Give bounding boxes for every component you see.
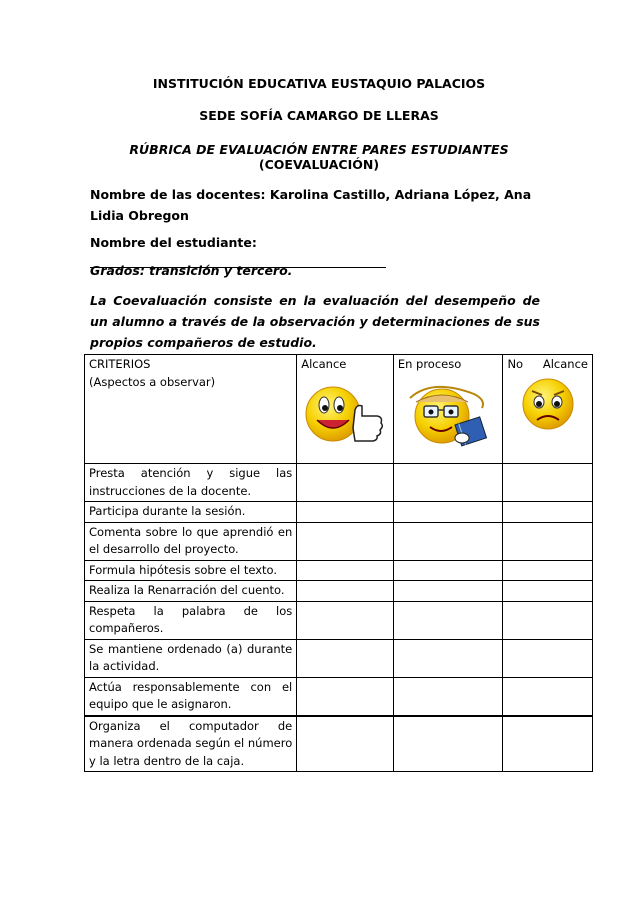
table-row [85, 677, 593, 716]
criteria-header-cell [85, 355, 297, 464]
alcance-cell[interactable] [297, 560, 394, 581]
en-proceso-header: En proceso [397, 357, 462, 371]
table-row [85, 560, 593, 581]
no-alcance-cell[interactable] [503, 560, 593, 581]
criterion-cell: Actúa responsablemente con el equipo que le asignaron. [85, 677, 297, 716]
criterion-cell: Participa durante la sesión. [85, 502, 297, 523]
coevaluation-description: La Coevaluación consiste en la evaluación del desempeño de un alumno a través de la observación y determinaciones de sus propios compañeros de estudio. [90, 293, 540, 350]
teacher-smiley-icon [402, 380, 494, 448]
teachers-value: Karolina Castillo, Adriana López, Ana Lidia Obregon [90, 187, 532, 223]
institution-name: INSTITUCIÓN EDUCATIVA EUSTAQUIO PALACIOS [152, 76, 486, 91]
rubric-table [84, 354, 593, 772]
teachers-label: Nombre de las docentes: [90, 187, 266, 202]
criteria-header: CRITERIOS [89, 357, 151, 371]
no-alcance-cell[interactable] [503, 464, 593, 502]
rubric-subtitle: (COEVALUACIÓN) [258, 157, 380, 172]
no-alcance-header [507, 356, 588, 374]
no-alcance-cell[interactable] [503, 522, 593, 560]
campus-name: SEDE SOFÍA CAMARGO DE LLERAS [199, 108, 439, 123]
alcance-cell[interactable] [297, 639, 394, 677]
table-row [85, 522, 593, 560]
rubric-title: RÚBRICA DE EVALUACIÓN ENTRE PARES ESTUDIANTES [129, 142, 509, 157]
en-proceso-cell[interactable] [393, 601, 503, 639]
no-alcance-cell[interactable] [503, 581, 593, 602]
table-row [85, 581, 593, 602]
alcance-cell[interactable] [297, 677, 394, 716]
no-alcance-cell[interactable] [503, 639, 593, 677]
en-proceso-cell[interactable] [393, 502, 503, 523]
no-alcance-cell[interactable] [503, 716, 593, 772]
en-proceso-cell[interactable] [393, 716, 503, 772]
criterion-cell: Formula hipótesis sobre el texto. [85, 560, 297, 581]
table-row [85, 601, 593, 639]
table-header-row [85, 355, 593, 464]
criterion-cell: Realiza la Renarración del cuento. [85, 581, 297, 602]
alcance-header: Alcance [301, 357, 347, 371]
en-proceso-cell[interactable] [393, 522, 503, 560]
en-proceso-cell[interactable] [393, 677, 503, 716]
alcance-label: Alcance [542, 357, 588, 371]
table-row [85, 464, 593, 502]
alcance-cell[interactable] [297, 502, 394, 523]
sad-smiley-icon [518, 376, 578, 432]
table-row [85, 502, 593, 523]
criterion-cell: Presta atención y sigue las instrucciones de la docente. [85, 464, 297, 502]
alcance-cell[interactable] [297, 716, 394, 772]
no-alcance-cell[interactable] [503, 502, 593, 523]
table-row [85, 716, 593, 772]
student-label: Nombre del estudiante: [90, 235, 257, 250]
alcance-cell[interactable] [297, 464, 394, 502]
thumbs-up-smiley-icon [303, 380, 387, 448]
en-proceso-cell[interactable] [393, 464, 503, 502]
alcance-cell[interactable] [297, 522, 394, 560]
no-alcance-cell[interactable] [503, 601, 593, 639]
alcance-cell[interactable] [297, 581, 394, 602]
grades-line: Grados: transición y tercero. [90, 263, 293, 278]
en-proceso-cell[interactable] [393, 560, 503, 581]
no-label: No [507, 357, 524, 371]
en-proceso-header-cell [393, 355, 503, 464]
teachers-line [90, 184, 540, 226]
no-alcance-cell[interactable] [503, 677, 593, 716]
en-proceso-cell[interactable] [393, 639, 503, 677]
criteria-subheader: (Aspectos a observar) [89, 374, 216, 389]
table-row [85, 639, 593, 677]
criterion-cell: Se mantiene ordenado (a) durante la actividad. [85, 639, 297, 677]
criterion-cell: Respeta la palabra de los compañeros. [85, 601, 297, 639]
en-proceso-cell[interactable] [393, 581, 503, 602]
alcance-cell[interactable] [297, 601, 394, 639]
no-alcance-header-cell [503, 355, 593, 464]
criterion-cell: Organiza el computador de manera ordenada según el número y la letra dentro de la caja. [85, 716, 297, 772]
criterion-cell: Comenta sobre lo que aprendió en el desarrollo del proyecto. [85, 522, 297, 560]
alcance-header-cell [297, 355, 394, 464]
